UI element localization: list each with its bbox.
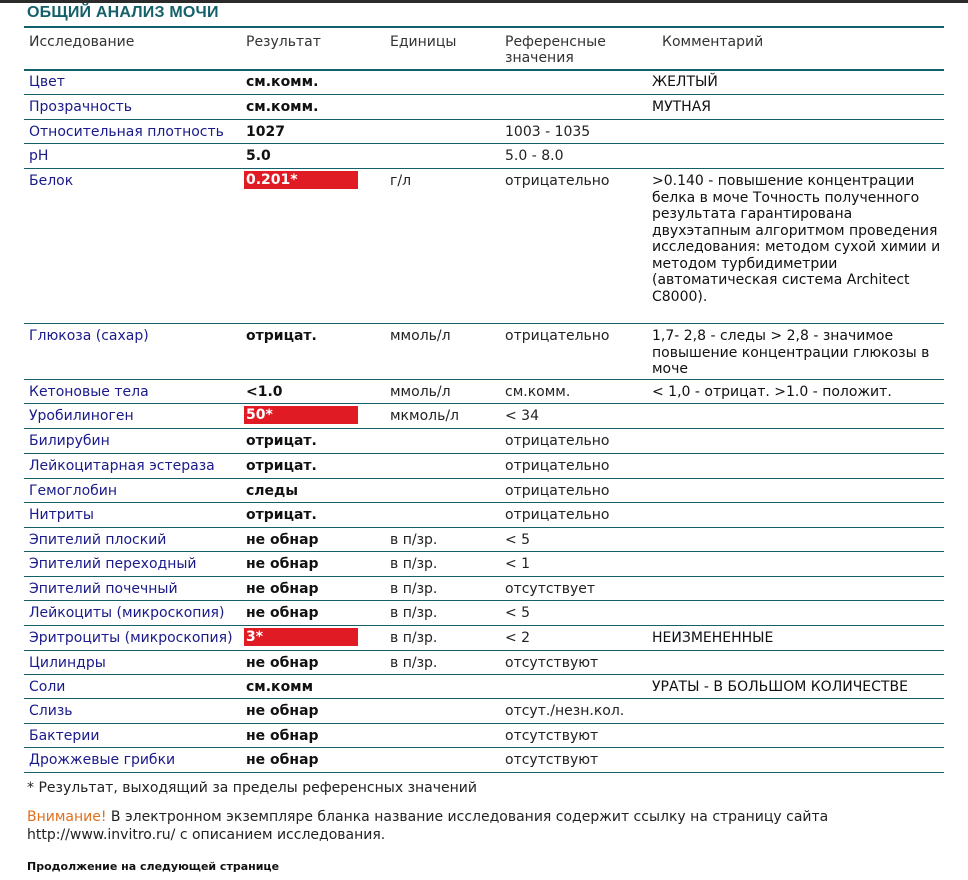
comment: ЖЕЛТЫЙ <box>652 74 718 90</box>
warning-note <box>27 808 927 844</box>
result-value: следы <box>246 483 299 499</box>
header-reference <box>505 34 606 66</box>
result-value: см.комм. <box>246 74 319 90</box>
result-value-flagged: 0.201* <box>244 171 358 189</box>
test-name: Эпителий переходный <box>29 556 197 572</box>
result-value: отрицат. <box>246 328 317 344</box>
test-name: Билирубин <box>29 433 110 449</box>
table-row <box>24 626 944 651</box>
table-row <box>24 429 944 454</box>
table-row <box>24 380 944 404</box>
result-value: отрицат. <box>246 433 317 449</box>
reference-range: отсутствуют <box>505 655 599 671</box>
result-value-flagged: 50* <box>244 406 358 424</box>
reference-range: см.комм. <box>505 384 571 400</box>
result-value: не обнар <box>246 728 319 744</box>
table-row <box>24 552 944 577</box>
result-value: <1.0 <box>246 384 283 400</box>
reference-range: < 34 <box>505 408 539 424</box>
table-row <box>24 528 944 552</box>
header-comment: Комментарий <box>662 34 764 50</box>
reference-range: отрицательно <box>505 173 610 189</box>
result-value: не обнар <box>246 532 319 548</box>
comment: < 1,0 - отрицат. >1.0 - положит. <box>652 384 892 400</box>
table-row <box>24 120 944 144</box>
comment: УРАТЫ - В БОЛЬШОМ КОЛИЧЕСТВЕ <box>652 679 908 695</box>
test-name: Глюкоза (сахар) <box>29 328 149 344</box>
units: в п/зр. <box>390 532 438 548</box>
result-value: не обнар <box>246 752 319 768</box>
header-units: Единицы <box>390 34 457 50</box>
table-row <box>24 651 944 675</box>
comment: МУТНАЯ <box>652 99 711 115</box>
reference-range: < 5 <box>505 605 531 621</box>
units: ммоль/л <box>390 384 451 400</box>
comment: >0.140 - повышение концентрации белка в моче Точность полученного результата гарантирована двухэтапным алгоритмом проведения исследования: методом сухой химии и методом турбидиметрии (автоматическая система Architect C8000). <box>652 173 941 305</box>
result-value-flagged: 3* <box>244 628 358 646</box>
table-row <box>24 454 944 479</box>
test-name: Эпителий плоский <box>29 532 167 548</box>
test-name: pH <box>29 148 49 164</box>
table-row <box>24 169 944 324</box>
test-name: Цилиндры <box>29 655 106 671</box>
units: в п/зр. <box>390 655 438 671</box>
test-name: Соли <box>29 679 66 695</box>
test-name: Уробилиноген <box>29 408 134 424</box>
table-row <box>24 404 944 429</box>
result-value: не обнар <box>246 581 319 597</box>
result-value: 5.0 <box>246 148 271 164</box>
table-row <box>24 601 944 626</box>
top-border <box>0 0 968 3</box>
footnote: * Результат, выходящий за пределы референсных значений <box>27 780 477 796</box>
test-name: Эритроциты (микроскопия) <box>29 630 233 646</box>
result-value: 1027 <box>246 124 285 140</box>
header-name: Исследование <box>29 34 135 50</box>
table-row <box>24 503 944 528</box>
reference-range: отрицательно <box>505 328 610 344</box>
title-divider <box>24 26 944 28</box>
units: в п/зр. <box>390 630 438 646</box>
test-name: Цвет <box>29 74 65 90</box>
table-row <box>24 577 944 601</box>
units: в п/зр. <box>390 581 438 597</box>
reference-range: < 5 <box>505 532 531 548</box>
table-row <box>24 724 944 748</box>
reference-range: 1003 - 1035 <box>505 124 591 140</box>
table-row <box>24 479 944 503</box>
test-name: Дрожжевые грибки <box>29 752 176 768</box>
test-name: Кетоновые тела <box>29 384 149 400</box>
reference-range: < 1 <box>505 556 531 572</box>
units: г/л <box>390 173 412 189</box>
reference-range: отсутствуют <box>505 752 599 768</box>
warning-text: В электронном экземпляре бланка название исследования содержит ссылку на страницу сайта http://www.invitro.ru/ с описанием исследования. <box>27 809 829 843</box>
units: мкмоль/л <box>390 408 460 424</box>
comment: НЕИЗМЕНЕННЫЕ <box>652 630 774 646</box>
table-row <box>24 675 944 699</box>
continuation-note: Продолжение на следующей странице <box>27 860 280 873</box>
result-value: не обнар <box>246 605 319 621</box>
table-row <box>24 70 944 95</box>
result-value: отрицат. <box>246 458 317 474</box>
test-name: Нитриты <box>29 507 94 523</box>
header-reference-line1: Референсные <box>505 34 606 50</box>
test-name: Лейкоцитарная эстераза <box>29 458 215 474</box>
units: ммоль/л <box>390 328 451 344</box>
test-name: Белок <box>29 173 74 189</box>
reference-range: < 2 <box>505 630 531 646</box>
table-row <box>24 699 944 724</box>
test-name: Бактерии <box>29 728 100 744</box>
table-row <box>24 324 944 380</box>
result-value: не обнар <box>246 655 319 671</box>
warning-label: Внимание! <box>27 809 107 825</box>
result-value: см.комм. <box>246 99 319 115</box>
page-title: ОБЩИЙ АНАЛИЗ МОЧИ <box>27 4 219 21</box>
reference-range: отсутствует <box>505 581 596 597</box>
reference-range: отсут./незн.кол. <box>505 703 625 719</box>
result-value: отрицат. <box>246 507 317 523</box>
units: в п/зр. <box>390 605 438 621</box>
test-name: Эпителий почечный <box>29 581 178 597</box>
table-row <box>24 144 944 169</box>
reference-range: отрицательно <box>505 507 610 523</box>
table-row <box>24 748 944 773</box>
reference-range: 5.0 - 8.0 <box>505 148 564 164</box>
header-reference-line2: значения <box>505 50 574 66</box>
test-name: Лейкоциты (микроскопия) <box>29 605 225 621</box>
result-value: не обнар <box>246 556 319 572</box>
test-name: Прозрачность <box>29 99 132 115</box>
reference-range: отрицательно <box>505 433 610 449</box>
test-name: Относительная плотность <box>29 124 224 140</box>
units: в п/зр. <box>390 556 438 572</box>
reference-range: отрицательно <box>505 483 610 499</box>
comment: 1,7- 2,8 - следы > 2,8 - значимое повышение концентрации глюкозы в моче <box>652 328 930 377</box>
header-result: Результат <box>246 34 321 50</box>
reference-range: отсутствуют <box>505 728 599 744</box>
test-name: Слизь <box>29 703 73 719</box>
result-value: не обнар <box>246 703 319 719</box>
table-row <box>24 95 944 120</box>
test-name: Гемоглобин <box>29 483 118 499</box>
reference-range: отрицательно <box>505 458 610 474</box>
result-value: см.комм <box>246 679 314 695</box>
